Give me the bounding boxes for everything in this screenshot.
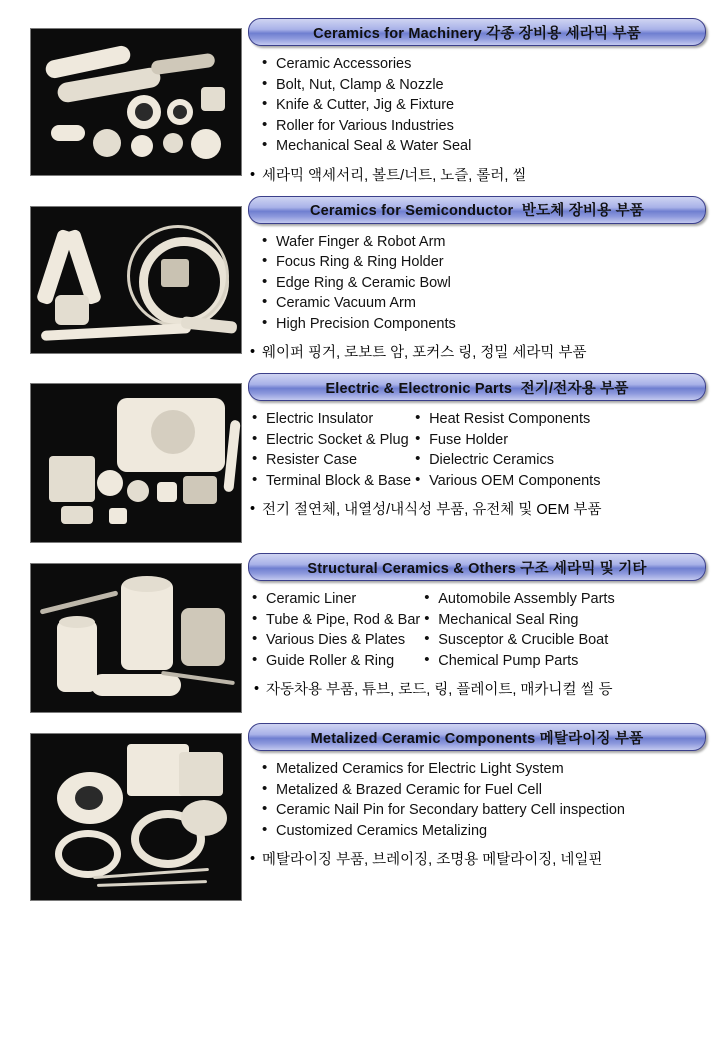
list-item: • Edge Ring & Ceramic Bowl — [262, 273, 706, 294]
list-item: • Electric Socket & Plug — [252, 430, 411, 451]
feature-list-col1 — [248, 409, 411, 491]
feature-list — [248, 232, 706, 335]
banner-label: Ceramics for Semiconductor 반도체 장비용 부품 — [309, 203, 644, 219]
section-content — [244, 553, 706, 700]
list-item: • Terminal Block & Base — [252, 471, 411, 492]
section-content — [244, 196, 706, 364]
korean-summary: • 자동차용 부품, 튜브, 로드, 링, 플레이트, 매카니컬 씰 등 — [248, 680, 706, 700]
list-item: • High Precision Components — [262, 314, 706, 335]
section-banner — [248, 723, 706, 751]
list-item: • Focus Ring & Ring Holder — [262, 252, 706, 273]
list-item: • Customized Ceramics Metalizing — [262, 821, 706, 842]
list-item: • Electric Insulator — [252, 409, 411, 430]
list-item: • Metalized Ceramics for Electric Light System — [262, 759, 706, 780]
photo-column — [14, 723, 244, 901]
feature-list-col1 — [248, 589, 420, 671]
metalized-ceramic-components-photo — [30, 733, 242, 901]
korean-summary: • 세라믹 액세서리, 볼트/너트, 노즐, 롤러, 씰 — [248, 166, 706, 186]
list-item: • Ceramic Liner — [252, 589, 420, 610]
list-item: • Knife & Cutter, Jig & Fixture — [262, 95, 706, 116]
section-banner — [248, 553, 706, 581]
feature-columns — [248, 589, 706, 671]
feature-list-col2 — [411, 409, 600, 491]
electric-electronic-parts-photo — [30, 383, 242, 543]
structural-ceramics-photo — [30, 563, 242, 713]
list-item: • Wafer Finger & Robot Arm — [262, 232, 706, 253]
list-item: • Ceramic Accessories — [262, 54, 706, 75]
list-item: • Resister Case — [252, 450, 411, 471]
feature-list — [248, 54, 706, 157]
list-item: • Roller for Various Industries — [262, 116, 706, 137]
list-item: • Metalized & Brazed Ceramic for Fuel Cell — [262, 780, 706, 801]
photo-column — [14, 18, 244, 176]
banner-label: Structural Ceramics & Others 구조 세라믹 및 기타 — [307, 560, 647, 577]
banner-label: Metalized Ceramic Components 메탈라이징 부품 — [310, 730, 644, 747]
list-item: • Fuse Holder — [415, 430, 600, 451]
section-electric-electronic-parts — [14, 373, 706, 543]
list-item: • Dielectric Ceramics — [415, 450, 600, 471]
section-banner — [248, 18, 706, 46]
feature-columns — [248, 409, 706, 491]
section-content — [244, 723, 706, 870]
photo-column — [14, 196, 244, 354]
korean-summary: • 웨이퍼 핑거, 로보트 암, 포커스 링, 정밀 세라믹 부품 — [248, 343, 706, 363]
korean-summary: • 전기 절연체, 내열성/내식성 부품, 유전체 및 OEM 부품 — [248, 500, 706, 520]
section-banner — [248, 373, 706, 401]
section-structural-ceramics — [14, 553, 706, 713]
feature-list-col2 — [420, 589, 615, 671]
list-item: • Ceramic Nail Pin for Secondary battery Cell inspection — [262, 800, 706, 821]
ceramics-for-machinery-photo — [30, 28, 242, 176]
section-metalized-ceramic-components — [14, 723, 706, 901]
photo-column — [14, 553, 244, 713]
section-content — [244, 373, 706, 520]
list-item: • Mechanical Seal Ring — [424, 610, 615, 631]
list-item: • Susceptor & Crucible Boat — [424, 630, 615, 651]
list-item: • Tube & Pipe, Rod & Bar — [252, 610, 420, 631]
ceramics-for-semiconductor-photo — [30, 206, 242, 354]
section-ceramics-for-semiconductor — [14, 196, 706, 364]
section-banner — [248, 196, 706, 224]
banner-label: Electric & Electronic Parts 전기/전자용 부품 — [325, 380, 629, 397]
list-item: • Chemical Pump Parts — [424, 651, 615, 672]
list-item: • Heat Resist Components — [415, 409, 600, 430]
list-item: • Various OEM Components — [415, 471, 600, 492]
list-item: • Automobile Assembly Parts — [424, 589, 615, 610]
list-item: • Guide Roller & Ring — [252, 651, 420, 672]
section-ceramics-for-machinery — [14, 18, 706, 186]
banner-label: Ceramics for Machinery 각종 장비용 세라믹 부품 — [313, 25, 641, 42]
list-item: • Mechanical Seal & Water Seal — [262, 136, 706, 157]
section-content — [244, 18, 706, 186]
photo-column — [14, 373, 244, 543]
list-item: • Ceramic Vacuum Arm — [262, 293, 706, 314]
list-item: • Bolt, Nut, Clamp & Nozzle — [262, 75, 706, 96]
feature-list — [248, 759, 706, 841]
korean-summary: • 메탈라이징 부품, 브레이징, 조명용 메탈라이징, 네일핀 — [248, 850, 706, 870]
list-item: • Various Dies & Plates — [252, 630, 420, 651]
